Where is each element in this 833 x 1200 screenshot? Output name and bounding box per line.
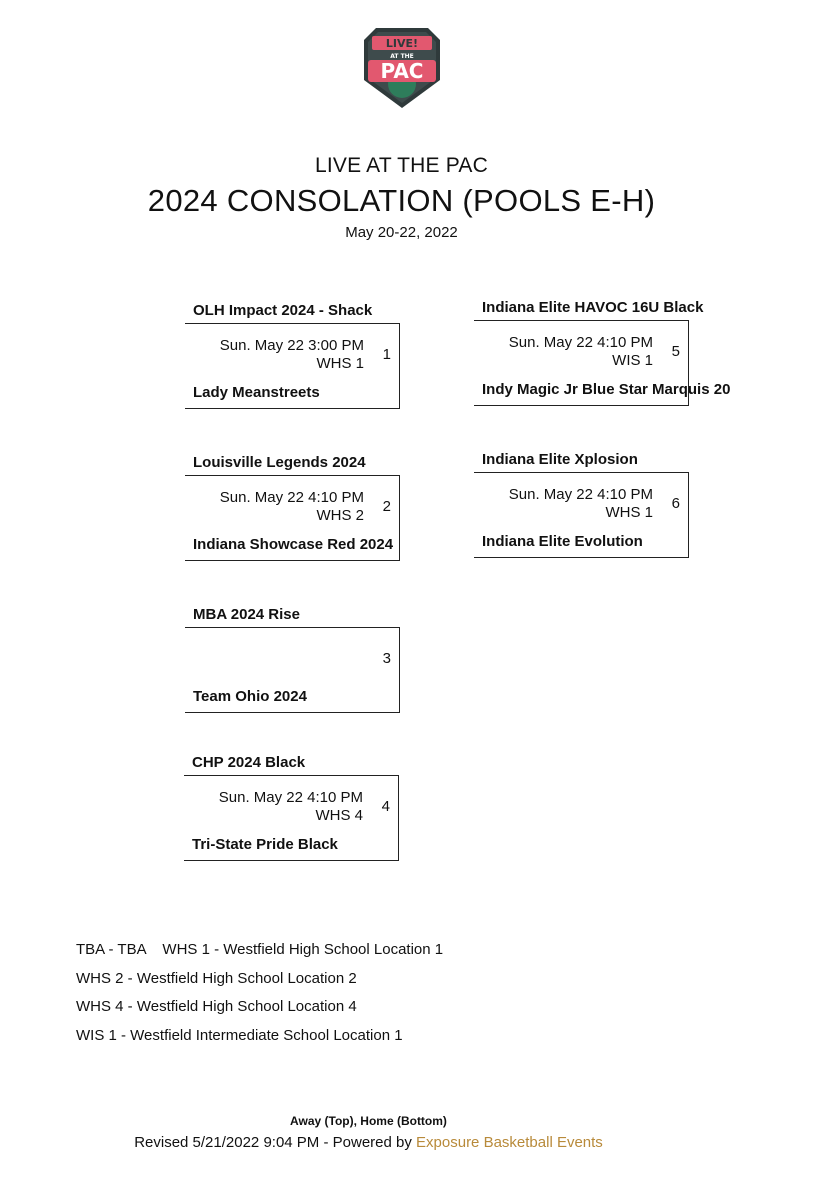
game-4 <box>184 754 399 861</box>
game-1 <box>185 302 400 409</box>
away-team: OLH Impact 2024 - Shack <box>193 302 373 319</box>
game-time: Sun. May 22 4:10 PM WHS 1 <box>508 486 653 521</box>
logo-line3: PAC <box>380 59 424 83</box>
bracket-title: 2024 CONSOLATION (POOLS E-H) <box>147 183 656 218</box>
away-team: CHP 2024 Black <box>192 754 306 771</box>
event-dates: May 20-22, 2022 <box>345 224 458 241</box>
home-team: Indy Magic Jr Blue Star Marquis 20 <box>482 381 731 398</box>
exposure-link[interactable]: Exposure Basketball Events <box>416 1134 603 1151</box>
game-time: Sun. May 22 4:10 PM WIS 1 <box>508 334 653 369</box>
legend-line: WHS 4 - Westfield High School Location 4 <box>76 998 357 1015</box>
home-team: Indiana Showcase Red 2024 <box>193 536 394 553</box>
legend-line: TBA - TBA WHS 1 - Westfield High School Location 1 <box>76 941 444 958</box>
game-2 <box>185 454 400 561</box>
game-5 <box>474 299 731 406</box>
live-at-the-pac-logo <box>358 20 446 112</box>
home-team: Team Ohio 2024 <box>193 688 307 705</box>
game-time: Sun. May 22 4:10 PM WHS 2 <box>219 489 364 524</box>
logo-line1: LIVE! <box>385 37 419 50</box>
away-team: Indiana Elite HAVOC 16U Black <box>482 299 704 316</box>
home-team: Lady Meanstreets <box>193 384 320 401</box>
game-3 <box>185 606 400 713</box>
game-number: 4 <box>381 798 390 815</box>
revised-line <box>0 1134 737 1151</box>
legend-line: WHS 2 - Westfield High School Location 2 <box>76 970 357 987</box>
game-number: 5 <box>671 343 680 360</box>
home-away-note: Away (Top), Home (Bottom) <box>290 1114 447 1128</box>
game-number: 3 <box>382 650 391 667</box>
game-time: Sun. May 22 3:00 PM WHS 1 <box>219 337 364 372</box>
home-team: Indiana Elite Evolution <box>482 533 643 550</box>
away-team: Louisville Legends 2024 <box>193 454 366 471</box>
home-team: Tri-State Pride Black <box>192 836 338 853</box>
logo-line2: AT THE <box>390 53 414 60</box>
game-number: 6 <box>671 495 680 512</box>
game-time: Sun. May 22 4:10 PM WHS 4 <box>218 789 363 824</box>
away-team: MBA 2024 Rise <box>193 606 300 623</box>
game-6 <box>474 451 689 558</box>
legend-line: WIS 1 - Westfield Intermediate School Location 1 <box>76 1027 403 1044</box>
away-team: Indiana Elite Xplosion <box>482 451 638 468</box>
game-number: 2 <box>382 498 391 515</box>
revised-text: Revised 5/21/2022 9:04 PM - Powered by <box>134 1134 417 1151</box>
event-name: LIVE AT THE PAC <box>314 154 488 177</box>
game-number: 1 <box>382 346 391 363</box>
